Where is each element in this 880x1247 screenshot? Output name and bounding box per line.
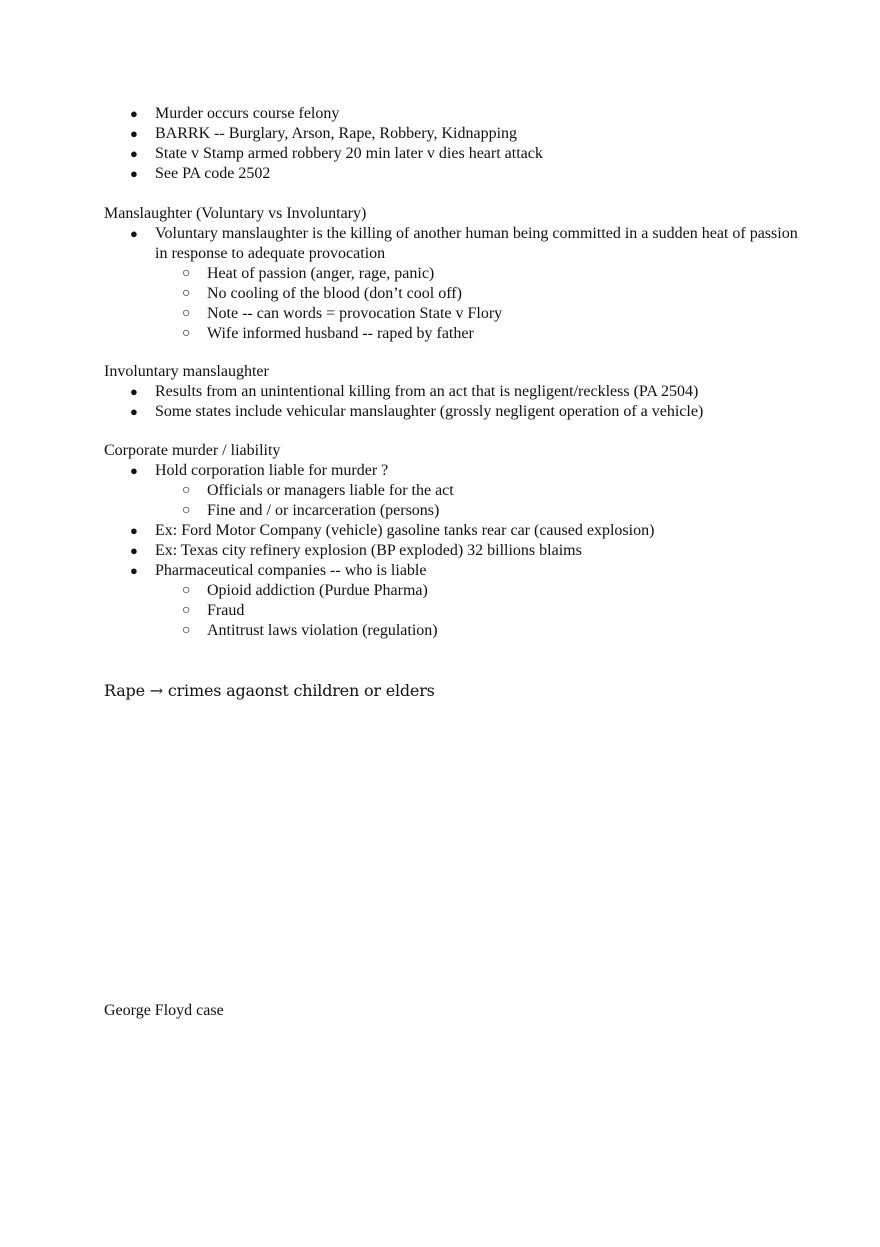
bullet-icon: ● — [130, 126, 138, 141]
section-heading: Manslaughter (Voluntary vs Involuntary) — [104, 205, 367, 222]
involuntary-manslaughter-section — [104, 362, 800, 422]
list-item: ● State v Stamp armed robbery 20 min later v dies heart attack — [130, 145, 543, 162]
sub-list-item: ○ Fine and / or incarceration (persons) — [182, 502, 440, 519]
bullet-icon: ● — [130, 146, 138, 161]
list-item: ● Hold corporation liable for murder ? — [130, 462, 389, 479]
hollow-bullet-icon: ○ — [182, 483, 191, 498]
list-item: ● BARRK -- Burglary, Arson, Rape, Robbery, Kidnapping — [130, 125, 518, 142]
corporate-liability-section — [104, 441, 800, 641]
felony-murder-list — [104, 104, 800, 184]
bullet-icon: ● — [130, 226, 138, 241]
hollow-bullet-icon: ○ — [182, 603, 191, 618]
hollow-bullet-icon: ○ — [182, 306, 191, 321]
hollow-bullet-icon: ○ — [182, 266, 191, 281]
list-item: ● See PA code 2502 — [130, 165, 271, 182]
list-item: ● Voluntary manslaughter is the killing of another human being committed in a sudden heat of passion in response to adequate provocation — [130, 225, 798, 262]
bullet-icon: ● — [130, 543, 138, 558]
bullet-icon: ● — [130, 463, 138, 478]
floyd-note — [104, 1001, 800, 1021]
sub-list-item: ○ Heat of passion (anger, rage, panic) — [182, 265, 435, 282]
bullet-icon: ● — [130, 166, 138, 181]
hollow-bullet-icon: ○ — [182, 623, 191, 638]
sub-list-item: ○ Wife informed husband -- raped by father — [182, 325, 474, 342]
rape-note — [104, 681, 800, 701]
manslaughter-section — [104, 204, 800, 344]
bullet-icon: ● — [130, 523, 138, 538]
section-heading: Involuntary manslaughter — [104, 363, 269, 380]
hollow-bullet-icon: ○ — [182, 286, 191, 301]
section-heading: Corporate murder / liability — [104, 442, 281, 459]
note-text: George Floyd case — [104, 1002, 224, 1019]
list-item: ● Ex: Texas city refinery explosion (BP exploded) 32 billions blaims — [130, 542, 582, 559]
list-item: ● Ex: Ford Motor Company (vehicle) gasoline tanks rear car (caused explosion) — [130, 522, 655, 539]
sub-list-item: ○ Officials or managers liable for the act — [182, 482, 454, 499]
sub-list-item: ○ Opioid addiction (Purdue Pharma) — [182, 582, 428, 599]
sub-list-item: ○ Note -- can words = provocation State v Flory — [182, 305, 503, 322]
bullet-icon: ● — [130, 563, 138, 578]
sub-list-item: ○ No cooling of the blood (don’t cool off) — [182, 285, 462, 302]
sub-list-item: ○ Fraud — [182, 602, 245, 619]
sub-list-item: ○ Antitrust laws violation (regulation) — [182, 622, 438, 639]
list-item: ● Pharmaceutical companies -- who is liable — [130, 562, 427, 579]
bullet-icon: ● — [130, 404, 138, 419]
note-text: Rape → crimes agaonst children or elders — [104, 681, 435, 700]
bullet-icon: ● — [130, 384, 138, 399]
hollow-bullet-icon: ○ — [182, 503, 191, 518]
bullet-icon: ● — [130, 106, 138, 121]
list-item: ● Results from an unintentional killing from an act that is negligent/reckless (PA 2504) — [130, 383, 699, 400]
hollow-bullet-icon: ○ — [182, 326, 191, 341]
hollow-bullet-icon: ○ — [182, 583, 191, 598]
list-item: ● Some states include vehicular manslaughter (grossly negligent operation of a vehicle) — [130, 403, 704, 420]
list-item: ● Murder occurs course felony — [130, 105, 340, 122]
